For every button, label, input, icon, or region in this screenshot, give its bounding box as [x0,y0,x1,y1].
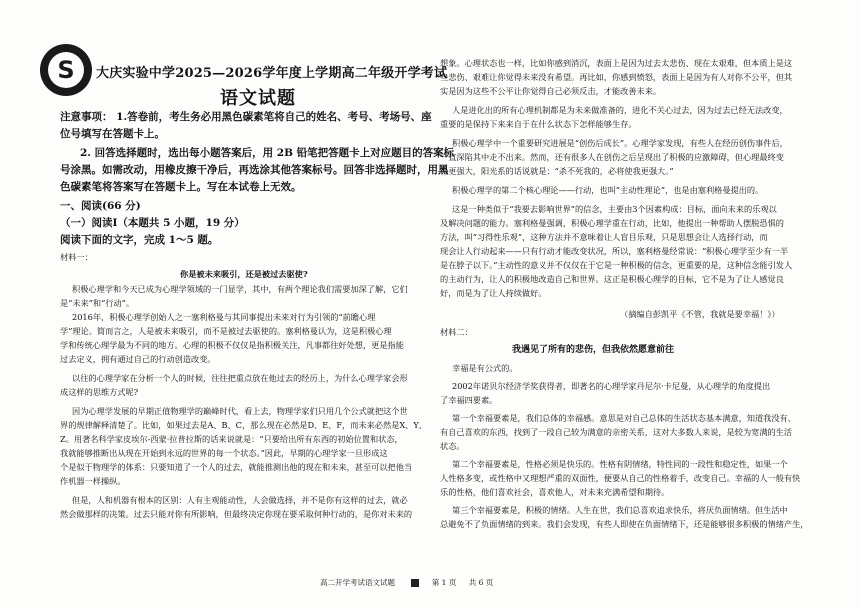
article-1-source: （摘编自彭凯平《不管，我就是要幸福！》） [620,309,780,319]
article-1-line: 个是似于物理学的体系：只要知道了一个人的过去，就能推测出他的现在和未来，甚至可以把他当 [60,462,413,472]
reading-instruction: 阅读下面的文字，完成 1～5 题。 [60,234,219,246]
notice-line: 号涂黑。如需改动，用橡皮擦干净后，再选涂其他答案标号。回答非选择题时，用黑 [60,164,449,176]
article-2-line: 第三个幸福要素是，积极的情绪。人生在世，我们总喜欢追求快乐，将厌负面情绪。但生活中 [452,505,788,515]
article-1-cont-line: 好，而是为了让人持续做好。 [440,288,547,298]
article-1-cont-line: 些悲伤、艰难让你觉得未来没有希望。再比如，你感到愤怒，表面上是因为有人对你不公平，但其 [440,72,793,82]
article-1-line: 积极心理学和今天已成为心理学领域的一门显学，其中，有两个理论我们需要加深了解，它们 [72,284,408,294]
notice-line: 色碳素笔将答案写在答题卡上。写在本试卷上无效。 [60,181,302,193]
article-2-line: 2002年诺贝尔经济学奖获得者，即著名的心理学家丹尼尔·卡尼曼，从心理学的角度提出 [452,381,771,391]
article-1-line: 然会做那样的决策。过去只能对你有所影响，但最终决定你现在要采取何种行动的，是你对未来的 [60,509,413,519]
section-reading: 一、阅读(66 分) [60,200,141,212]
article-1-cont-line: 的主动行为，让人的积极地改造自己和世界。这正是积极心理学的目标，它不是为了让人感觉良 [440,274,784,284]
article-2-line: 乐的性格，他们喜欢社会，喜欢他人，对未来充满希望和期待。 [440,487,670,497]
article-1-line: 2016年，积极心理学创始人之一塞利格曼与其同事提出未来对行为引领的“前瞻心理 [72,312,376,322]
article-1-line: 因为心理学发展的早期正值物理学的巅峰时代，看上去，物理学家们只用几个公式就把这个世 [72,406,408,416]
article-1-cont-line: 现会让人行动起来——只有行动才能改变状况，所以，塞利格曼经常说：“积极心理学至少有一半 [440,246,789,256]
article-2-title: 我遇见了所有的悲伤，但我依然愿意前往 [512,345,675,355]
material-1-label: 材料一： [60,252,93,262]
article-1-line: 过去定义，拥有通过自己的行动创造改变。 [60,354,216,364]
article-1-line: 以往的心理学家在分析一个人的时候，往往把重点放在他过去的经历上，为什么心理学家会形 [72,373,408,383]
article-1-cont-line: 这是一种类似于“我要去影响世界”的信念，主要由3个因素构成：目标，面向未来的乐观以 [452,204,777,214]
footer-total-pages: 共 6 页 [468,578,494,587]
article-2-line: 了幸福四要素。 [440,395,498,405]
article-1-line: 学”理论。简而言之，人是被未来吸引，而不是被过去驱使的。塞利格曼认为，这是积极心理 [60,326,392,336]
article-1-cont-line: 一直深陷其中走不出来。然而，还有很多人在创伤之后呈现出了积极的应激障碍，但心理最终变 [440,152,784,162]
article-1-title: 你是被未来吸引，还是被过去驱使? [180,269,308,279]
article-2-line: 人性格多变，或性格中又理想严重的双面性，便要从自己的性格着手，改变自己。幸福的人一般有快 [440,473,801,483]
article-1-cont-line: 是在脖子以下。”主动性的意义并不仅仅在于它是一种积极的信念，更重要的是，这种信念能引发人 [440,260,793,270]
article-1-line: 界的规律解释清楚了。比如，如果过去是A、B、C，那么现在必然是D、E、F，而未来必然是X、Y、 [60,420,427,430]
article-1-cont-line: 人是进化出的所有心理机制都是为未来做准备的，进化不关心过去，因为过去已经无法改变， [452,105,788,115]
article-1-cont-line: 及解决问题的能力。塞利格曼强调，积极心理学重在行动，比如，他提出一种帮助人摆脱恐惧的 [440,218,784,228]
article-2-line: 第二个幸福要素是，性格必须是快乐的。性格有阴情绪，特性同的一段性和稳定性，如果一个 [452,459,788,469]
section-reading-1: （一）阅读Ⅰ（本题共 5 小题，19 分） [60,217,245,229]
article-1-cont-line: 实是因为这些不公平让你觉得自己必须反击，才能改善未来。 [440,86,662,96]
footer-exam-name: 高二开学考试语文试题 [320,578,395,587]
school-logo-icon: S [40,44,92,96]
article-2-line: 幸福是有公式的。 [452,363,518,373]
subject-title: 语文试题 [220,88,296,109]
article-1-cont-line: 方法，叫“习得性乐观”，这种方法并不意味着让人盲目乐观，只是思想会让人选择行动，而 [440,232,768,242]
article-1-line: 作机器一样操纵。 [60,476,126,486]
article-1-cont-line: 积极心理学中一个重要研究进展是“创伤后成长”。心理学家发现，有些人在经历创伤事件后， [452,138,788,148]
article-1-line: 我就能够推断出从现在开始到永远的世界的每一个状态。”因此，早期的心理学家一旦形成这 [60,448,388,458]
notice-line: 位号填写在答题卡上。 [60,128,165,140]
exam-title: 大庆实验中学2025—2026学年度上学期高二年级开学考试 [96,66,448,81]
article-2-line: 有自己喜欢的东西，找到了一段自己较为满意的亲密关系，这对大多数人来说，是较为宽满的生活 [440,427,793,437]
article-1-cont-line: 积极心理学的第二个核心理论——行动，也叫“主动性理论”，也是由塞利格曼提出的。 [452,185,764,195]
article-1-cont-line: 得更强大，阳光系的话说就是：“杀不死我的，必将使我更强大。” [440,166,674,176]
article-1-line: 是“未来”和“行动”。 [60,298,135,308]
page-footer [320,577,503,588]
article-2-line: 第一个幸福要素是，我们总体的幸福感。意思是对自己总体的生活状态基本满意，知道我没有、 [452,413,796,423]
article-1-cont-line: 想象。心理状态也一样，比如你感到消沉，表面上是因为过去太悲伤、现在太艰难，但本质上是这 [440,58,793,68]
article-1-line: 成这样的思维方式呢? [60,387,139,397]
notice-line: 注意事项： 1.答卷前，考生务必用黑色碳素笔将自己的姓名、考号、考场号、座 [60,111,432,123]
article-1-line: 学和传统心理学最为不同的地方。心理的积极不仅仅是指积极关注，凡事都往好处想，更是指能 [60,340,404,350]
page-marker-icon [411,579,419,587]
notice-line: 2. 回答选择题时，选出每小题答案后，用 2B 铅笔把答题卡上对应题目的答案标 [80,147,455,159]
article-2-line: 状态。 [440,441,465,451]
article-1-line: Z。用著名科学家皮埃尔-西蒙·拉普拉斯的话来说就是：“只要给出所有东西的初始位置和状态， [60,434,403,444]
article-1-cont-line: 重要的是保持下来来自于在什么状态下怎样能够生存。 [440,119,637,129]
footer-page-number: 第 1 页 [431,578,457,587]
article-2-line: 总避免不了负面情绪的到来。我们会发现，有些人即使在负面情绪下，还是能够很多积极的情绪产生， [440,519,809,529]
article-1-line: 但是，人和机器有根本的区别：人有主观能动性，人会做选择，并不是你有这样的过去，就必 [72,495,408,505]
material-2-label: 材料二： [440,327,473,337]
